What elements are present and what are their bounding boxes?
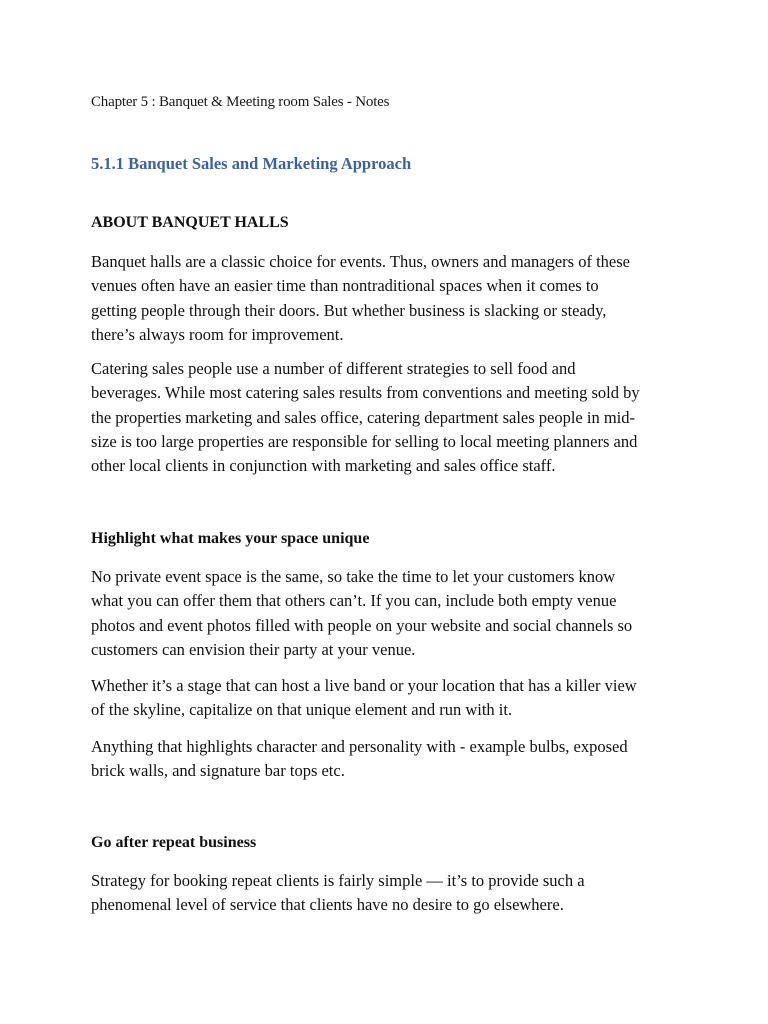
- about-banquet-halls-heading: ABOUT BANQUET HALLS: [91, 214, 289, 231]
- about-paragraph-2: [91, 357, 691, 478]
- chapter-title: Chapter 5 : Banquet & Meeting room Sales - Notes: [91, 94, 390, 110]
- section-heading: 5.1.1 Banquet Sales and Marketing Approach: [91, 154, 412, 173]
- unique-paragraph-1: [91, 565, 691, 662]
- text-line: the properties marketing and sales office, catering department sales people in mid-: [91, 407, 636, 427]
- text-line: beverages. While most catering sales results from conventions and meeting sold by: [91, 383, 640, 403]
- text-line: Whether it’s a stage that can host a live band or your location that has a killer view: [91, 676, 637, 695]
- text-line: there’s always room for improvement.: [91, 324, 344, 344]
- text-line: Strategy for booking repeat clients is fairly simple — it’s to provide such a: [91, 871, 585, 890]
- text-line: of the skyline, capitalize on that unique element and run with it.: [91, 700, 513, 720]
- text-line: Catering sales people use a number of different strategies to sell food and: [91, 359, 576, 378]
- text-line: brick walls, and signature bar tops etc.: [91, 761, 345, 781]
- text-line: No private event space is the same, so take the time to let your customers know: [91, 567, 616, 586]
- unique-paragraph-3: [91, 735, 691, 784]
- repeat-business-heading: Go after repeat business: [91, 834, 257, 851]
- unique-space-heading: Highlight what makes your space unique: [91, 530, 370, 547]
- text-line: what you can offer them that others can’t. If you can, include both empty venue: [91, 591, 617, 611]
- text-line: getting people through their doors. But whether business is slacking or steady,: [91, 300, 607, 320]
- text-line: Banquet halls are a classic choice for events. Thus, owners and managers of these: [91, 252, 630, 271]
- about-paragraph-1: [91, 250, 691, 347]
- text-line: other local clients in conjunction with marketing and sales office staff.: [91, 456, 556, 476]
- text-line: Anything that highlights character and personality with - example bulbs, exposed: [91, 737, 628, 756]
- unique-paragraph-2: [91, 674, 691, 723]
- repeat-paragraph-1: [91, 869, 691, 918]
- text-line: phenomenal level of service that clients have no desire to go elsewhere.: [91, 895, 564, 915]
- text-line: venues often have an easier time than nontraditional spaces when it comes to: [91, 276, 599, 296]
- text-line: photos and event photos filled with people on your website and social channels so: [91, 615, 633, 635]
- text-line: size is too large properties are responsible for selling to local meeting planners and: [91, 431, 638, 451]
- text-line: customers can envision their party at your venue.: [91, 639, 416, 659]
